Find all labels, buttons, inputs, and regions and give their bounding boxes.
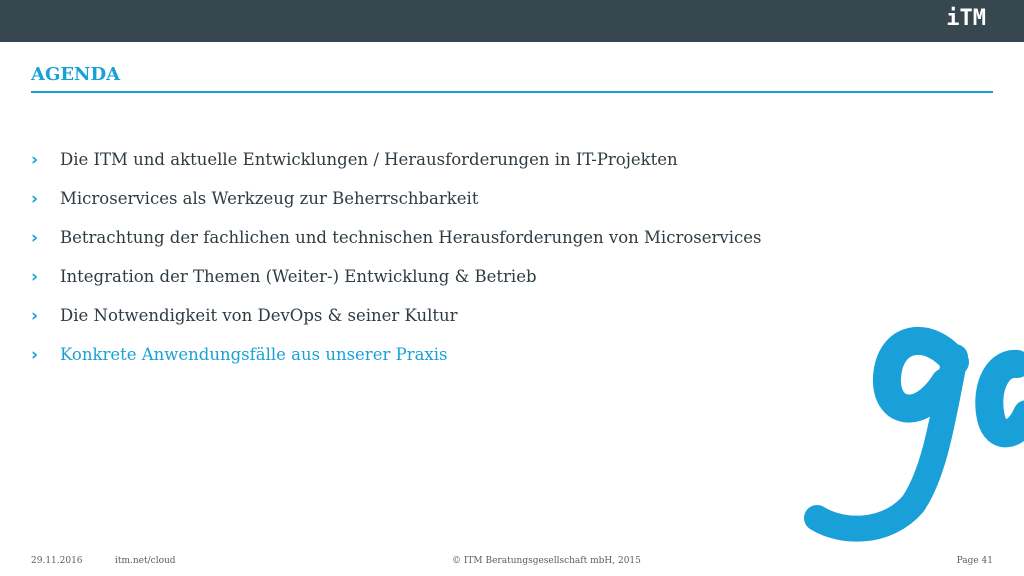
agenda-item [31, 302, 891, 341]
agenda-item [31, 263, 891, 302]
chevron-right-icon: › [31, 228, 39, 248]
agenda-item-label: Microservices als Werkzeug zur Beherrschbarkeit [60, 189, 479, 208]
chevron-right-icon: › [31, 189, 39, 209]
agenda-item [31, 224, 891, 263]
agenda-item-label: Konkrete Anwendungsfälle aus unserer Praxis [60, 345, 448, 364]
chevron-right-icon: › [31, 306, 39, 326]
footer-copyright: © ITM Beratungsgesellschaft mbH, 2015 [452, 556, 641, 566]
go-script-graphic [795, 322, 1024, 542]
itm-logo: iTM [946, 6, 986, 31]
agenda-list [31, 146, 891, 380]
slide-title: AGENDA [31, 64, 121, 85]
agenda-item-label: Betrachtung der fachlichen und technischen Herausforderungen von Microservices [60, 228, 762, 247]
footer-date: 29.11.2016 [31, 556, 83, 566]
agenda-item [31, 146, 891, 185]
agenda-item-label: Die Notwendigkeit von DevOps & seiner Kultur [60, 306, 458, 325]
agenda-item-label: Die ITM und aktuelle Entwicklungen / Herausforderungen in IT-Projekten [60, 150, 678, 169]
title-divider [31, 91, 993, 93]
agenda-item-label: Integration der Themen (Weiter-) Entwicklung & Betrieb [60, 267, 537, 286]
agenda-item [31, 185, 891, 224]
chevron-right-icon: › [31, 345, 39, 365]
page-number: Page 41 [956, 556, 993, 566]
chevron-right-icon: › [31, 267, 39, 287]
agenda-item-active [31, 341, 891, 380]
footer-url: itm.net/cloud [115, 556, 176, 566]
header-bar [0, 0, 1024, 42]
chevron-right-icon: › [31, 150, 39, 170]
